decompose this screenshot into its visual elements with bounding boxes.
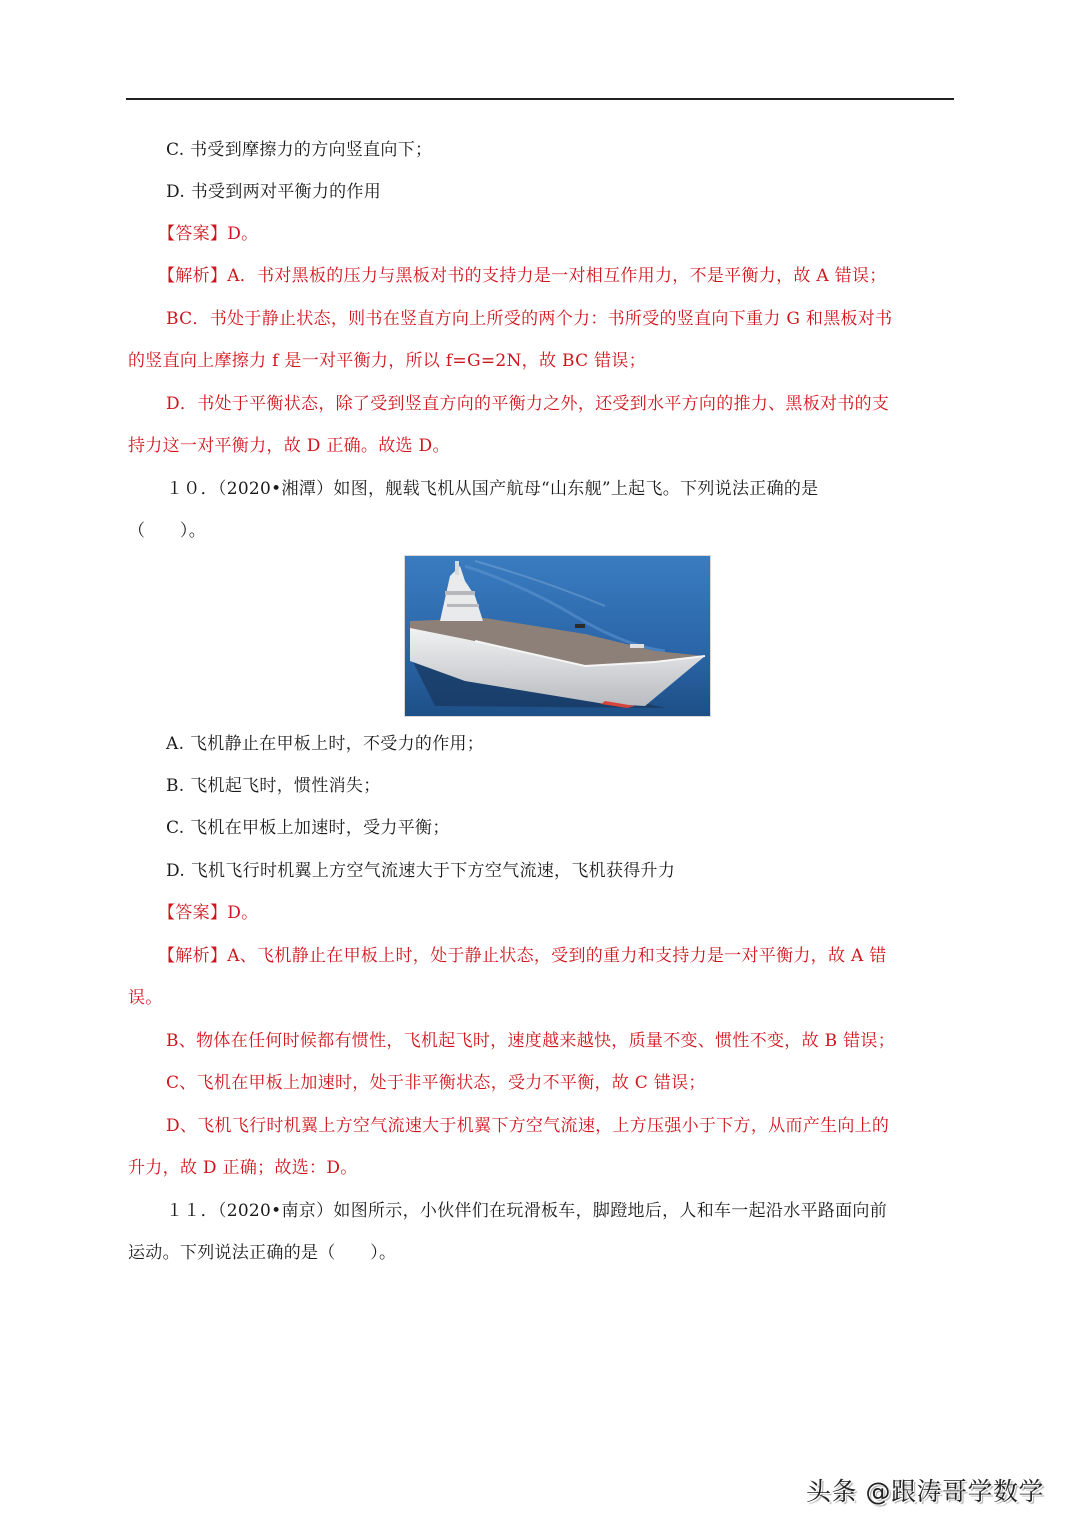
- q10-analysis-line-1: [128, 944, 984, 968]
- analysis-tag: 【解析】: [158, 266, 228, 286]
- aircraft-carrier-image: [404, 555, 711, 717]
- q10-analysis-line-2: 误。: [128, 988, 163, 1008]
- option-text: 飞机静止在甲板上时，不受力的作用；: [190, 734, 485, 754]
- answer-tag: 【答案】: [158, 224, 228, 244]
- option-text: 书受到两对平衡力的作用: [190, 182, 382, 202]
- q9-analysis-line-4: D．书处于平衡状态，除了受到竖直方向的平衡力之外，还受到水平方向的推力、黑板对书的支: [166, 394, 890, 414]
- aircraft-carrier-illustration: [405, 556, 710, 716]
- q10-option-a: [128, 732, 992, 756]
- option-label: D.: [166, 861, 186, 881]
- option-label: C.: [166, 818, 185, 838]
- q10-option-c: [128, 816, 992, 840]
- option-label: A.: [166, 734, 185, 754]
- q11-stem-line-1: １１．（2020•南京）如图所示，小伙伴们在玩滑板车，脚蹬地后，人和车一起沿水平路面向前: [166, 1201, 887, 1221]
- analysis-tag: 【解析】: [158, 946, 228, 966]
- q9-answer: [128, 222, 984, 246]
- q10-stem-line-1: １０．（2020•湘潭）如图，舰载飞机从国产航母“山东舰”上起飞。下列说法正确的是: [166, 479, 819, 499]
- option-label: B.: [166, 776, 185, 796]
- option-text: 书受到摩擦力的方向竖直向下；: [190, 140, 433, 160]
- q10-option-d: [128, 859, 992, 883]
- option-text: 飞机起飞时，惯性消失；: [190, 776, 381, 796]
- q10-analysis-line-5: D、飞机飞行时机翼上方空气流速大于机翼下方空气流速，上方压强小于下方，从而产生向上的: [166, 1116, 890, 1136]
- answer-tag: 【答案】: [158, 903, 228, 923]
- q11-stem-line-2: 运动。下列说法正确的是（ ）。: [128, 1243, 397, 1263]
- option-label: C.: [166, 140, 185, 160]
- q10-analysis-line-6: 升力，故 D 正确；故选：D。: [128, 1158, 358, 1178]
- option-text: 飞机在甲板上加速时，受力平衡；: [190, 818, 450, 838]
- q9-option-d: [128, 180, 992, 204]
- q10-option-b: [128, 774, 992, 798]
- q10-analysis-line-4: C、飞机在甲板上加速时，处于非平衡状态，受力不平衡，故 C 错误；: [166, 1073, 706, 1093]
- q10-stem-line-2: （ ）。: [128, 521, 206, 541]
- q10-analysis-line-3: B、物体在任何时候都有惯性，飞机起飞时，速度越来越快，质量不变、惯性不变，故 B 错误；: [166, 1031, 895, 1051]
- analysis-text: A、飞机静止在甲板上时，处于静止状态，受到的重力和支持力是一对平衡力，故 A 错: [227, 946, 887, 966]
- option-text: 飞机飞行时机翼上方空气流速大于下方空气流速，飞机获得升力: [190, 861, 676, 881]
- option-label: D.: [166, 182, 186, 202]
- q9-analysis-line-1: [128, 264, 984, 288]
- answer-value: D。: [227, 224, 259, 244]
- answer-value: D。: [227, 903, 259, 923]
- q10-answer: [128, 901, 984, 925]
- q9-analysis-line-2: BC．书处于静止状态，则书在竖直方向上所受的两个力：书所受的竖直向下重力 G 和黑板对书: [166, 309, 893, 329]
- header-rule: [126, 98, 954, 100]
- q9-analysis-line-3: 的竖直向上摩擦力 f 是一对平衡力，所以 f=G=2N，故 BC 错误；: [128, 351, 646, 371]
- q9-option-c: [128, 138, 992, 162]
- watermark-text: 头条 @跟涛哥学数学: [806, 1477, 1044, 1506]
- analysis-text: A．书对黑板的压力与黑板对书的支持力是一对相互作用力，不是平衡力，故 A 错误；: [227, 266, 887, 286]
- q9-analysis-line-5: 持力这一对平衡力，故 D 正确。故选 D。: [128, 436, 450, 456]
